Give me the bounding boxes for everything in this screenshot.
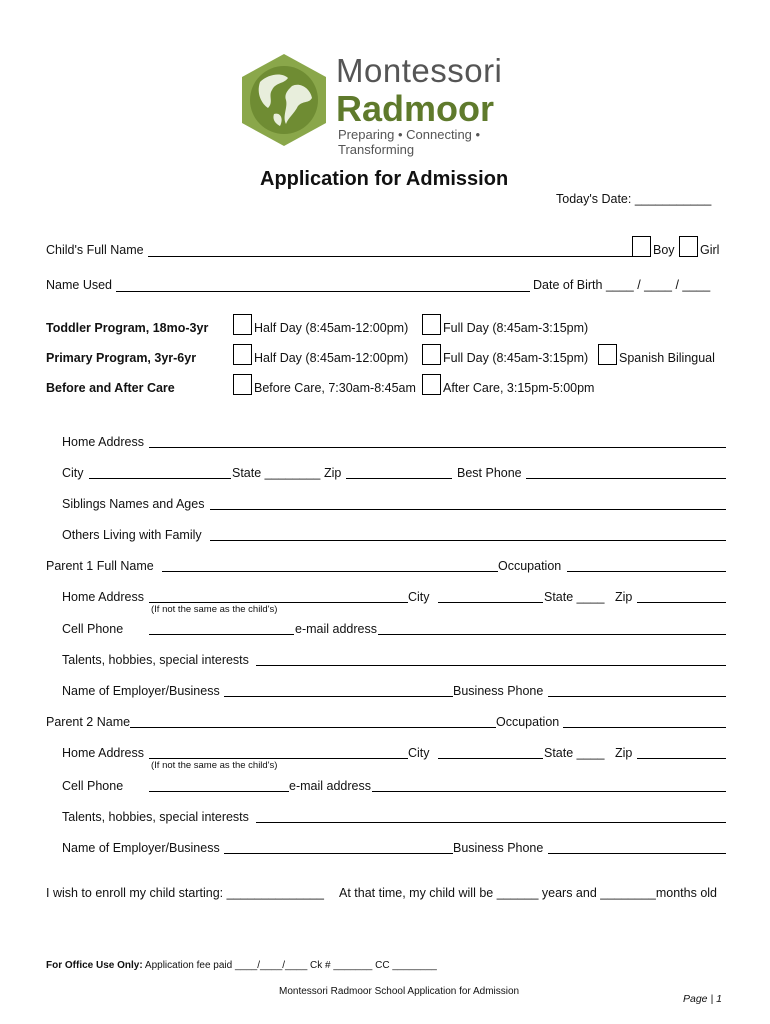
parent1-occupation-input[interactable] <box>567 571 726 572</box>
primary-program-label: Primary Program, 3yr-6yr <box>46 351 197 365</box>
footer-text: Montessori Radmoor School Application for Admission <box>279 986 520 997</box>
parent2-address-note: (If not the same as the child's) <box>151 760 278 771</box>
zip-label: Zip <box>324 466 342 480</box>
parent1-zip-input[interactable] <box>637 602 726 603</box>
after-care-checkbox[interactable] <box>422 374 441 395</box>
parent2-name-label: Parent 2 Name <box>46 715 131 729</box>
before-care-checkbox[interactable] <box>233 374 252 395</box>
parent2-cell-label: Cell Phone <box>62 779 124 793</box>
toddler-fullday-label: Full Day (8:45am-3:15pm) <box>443 321 589 335</box>
todays-date-field[interactable]: Today's Date: ___________ <box>556 192 712 206</box>
logo-tagline: Preparing • Connecting • Transforming <box>338 127 481 157</box>
logo-line2: Radmoor <box>336 88 495 129</box>
parent2-business-phone-label: Business Phone <box>453 841 544 855</box>
parent1-cell-input[interactable] <box>149 634 294 635</box>
zip-input[interactable] <box>346 478 452 479</box>
city-label: City <box>62 466 84 480</box>
parent1-employer-label: Name of Employer/Business <box>62 684 220 698</box>
parent1-name-input[interactable] <box>162 571 498 572</box>
primary-halfday-checkbox[interactable] <box>233 344 252 365</box>
parent1-city-label: City <box>408 590 430 604</box>
parent2-state-field[interactable]: State ____ <box>544 746 605 760</box>
siblings-input[interactable] <box>210 509 726 510</box>
girl-checkbox[interactable] <box>679 236 698 257</box>
before-after-care-label: Before and After Care <box>46 381 175 395</box>
parent2-employer-input[interactable] <box>224 853 453 854</box>
parent2-occupation-input[interactable] <box>563 727 726 728</box>
parent2-zip-input[interactable] <box>637 758 726 759</box>
parent2-talents-input[interactable] <box>256 822 726 823</box>
state-field[interactable]: State ________ <box>232 466 321 480</box>
toddler-halfday-label: Half Day (8:45am-12:00pm) <box>254 321 409 335</box>
parent2-name-input[interactable] <box>130 727 496 728</box>
office-use-line <box>46 960 437 971</box>
parent1-state-field[interactable]: State ____ <box>544 590 605 604</box>
before-care-label: Before Care, 7:30am-8:45am <box>254 381 416 395</box>
best-phone-label: Best Phone <box>457 466 522 480</box>
home-address-input[interactable] <box>149 447 726 448</box>
parent1-email-label: e-mail address <box>295 622 377 636</box>
parent2-city-label: City <box>408 746 430 760</box>
child-name-label: Child's Full Name <box>46 243 144 257</box>
parent2-employer-label: Name of Employer/Business <box>62 841 220 855</box>
name-used-input[interactable] <box>116 291 530 292</box>
enroll-age-field[interactable]: At that time, my child will be ______ years and ________months old <box>339 886 718 900</box>
parent2-zip-label: Zip <box>615 746 633 760</box>
dob-field[interactable]: Date of Birth ____ / ____ / ____ <box>533 278 711 292</box>
parent1-email-input[interactable] <box>378 634 726 635</box>
primary-fullday-label: Full Day (8:45am-3:15pm) <box>443 351 589 365</box>
home-address-label: Home Address <box>62 435 144 449</box>
toddler-fullday-checkbox[interactable] <box>422 314 441 335</box>
parent2-business-phone-input[interactable] <box>548 853 726 854</box>
parent2-talents-label: Talents, hobbies, special interests <box>62 810 249 824</box>
parent2-occupation-label: Occupation <box>496 715 560 729</box>
parent1-address-note: (If not the same as the child's) <box>151 604 278 615</box>
parent1-home-address-label: Home Address <box>62 590 144 604</box>
parent1-cell-label: Cell Phone <box>62 622 124 636</box>
parent2-email-label: e-mail address <box>289 779 371 793</box>
best-phone-input[interactable] <box>526 478 726 479</box>
parent1-talents-input[interactable] <box>256 665 726 666</box>
parent1-talents-label: Talents, hobbies, special interests <box>62 653 249 667</box>
globe-hexagon-icon <box>238 52 330 148</box>
toddler-program-label: Toddler Program, 18mo-3yr <box>46 321 209 335</box>
boy-label: Boy <box>653 243 675 257</box>
page-title: Application for Admission <box>260 168 509 190</box>
parent1-business-phone-label: Business Phone <box>453 684 544 698</box>
city-input[interactable] <box>89 478 231 479</box>
others-living-input[interactable] <box>210 540 726 541</box>
primary-halfday-label: Half Day (8:45am-12:00pm) <box>254 351 409 365</box>
toddler-halfday-checkbox[interactable] <box>233 314 252 335</box>
parent1-business-phone-input[interactable] <box>548 696 726 697</box>
parent1-name-label: Parent 1 Full Name <box>46 559 154 573</box>
parent2-city-input[interactable] <box>438 758 543 759</box>
school-logo <box>238 52 538 157</box>
logo-line1: Montessori <box>336 52 503 89</box>
parent1-home-address-input[interactable] <box>149 602 408 603</box>
child-name-input[interactable] <box>148 256 632 257</box>
primary-fullday-checkbox[interactable] <box>422 344 441 365</box>
siblings-label: Siblings Names and Ages <box>62 497 205 511</box>
parent2-home-address-input[interactable] <box>149 758 408 759</box>
parent2-cell-input[interactable] <box>149 791 289 792</box>
girl-label: Girl <box>700 243 720 257</box>
parent1-occupation-label: Occupation <box>498 559 562 573</box>
spanish-bilingual-checkbox[interactable] <box>598 344 617 365</box>
boy-checkbox[interactable] <box>632 236 651 257</box>
others-living-label: Others Living with Family <box>62 528 202 542</box>
enroll-start-field[interactable]: I wish to enroll my child starting: ______________ <box>46 886 324 900</box>
office-use-fields[interactable]: Application fee paid ____/____/____ Ck # _______ CC ________ <box>144 960 437 971</box>
after-care-label: After Care, 3:15pm-5:00pm <box>443 381 595 395</box>
name-used-label: Name Used <box>46 278 112 292</box>
parent2-email-input[interactable] <box>372 791 726 792</box>
parent2-home-address-label: Home Address <box>62 746 144 760</box>
office-use-label: For Office Use Only: <box>46 960 143 971</box>
parent1-city-input[interactable] <box>438 602 543 603</box>
page-number: Page | 1 <box>683 993 722 1005</box>
parent1-zip-label: Zip <box>615 590 633 604</box>
parent1-employer-input[interactable] <box>224 696 453 697</box>
spanish-bilingual-label: Spanish Bilingual <box>619 351 715 365</box>
